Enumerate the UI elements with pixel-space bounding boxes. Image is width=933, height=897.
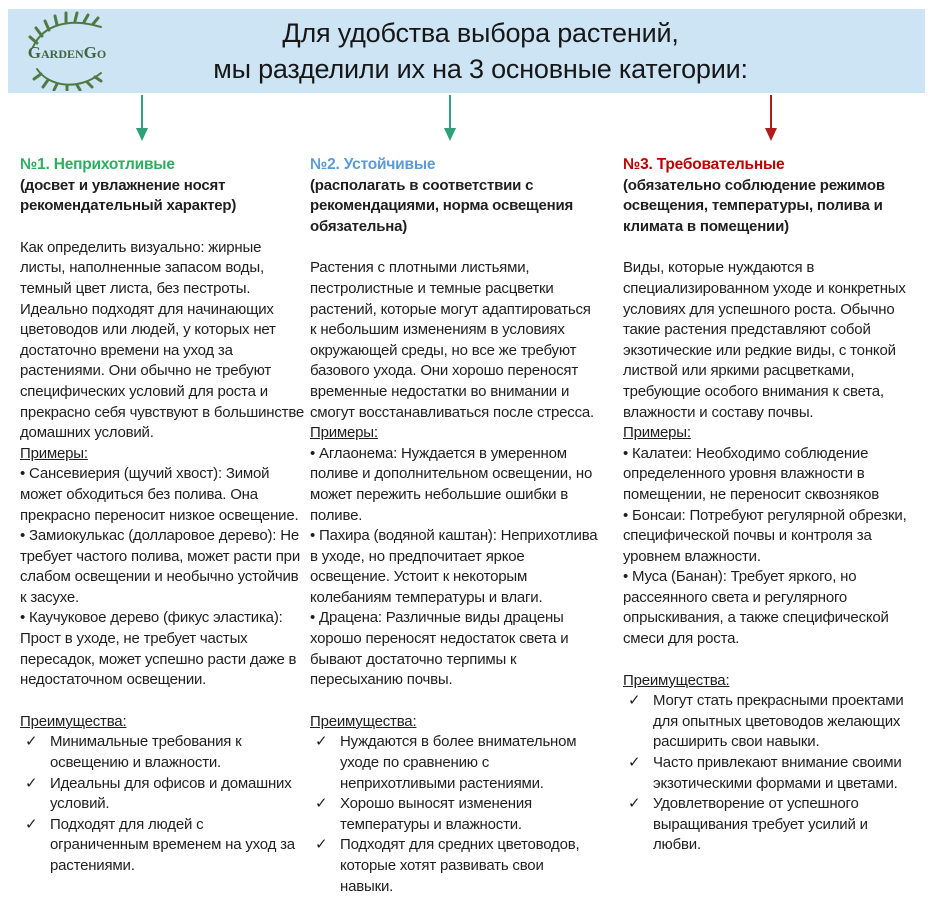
checkmark-icon	[310, 835, 340, 897]
category-1-advantages-label: Преимущества:	[20, 712, 127, 730]
example-item: • Каучуковое дерево (фикус эластика): Прост в уходе, не требует частых пересадок, может успешно расти даже в недостаточном освещении.	[20, 608, 305, 690]
checkmark-icon	[310, 732, 340, 794]
checkmark-icon	[20, 774, 50, 815]
example-item: • Муса (Банан): Требует яркого, но рассеянного света и регулярного опрыскивания, а также специфической смеси для роста.	[623, 567, 915, 649]
category-3-subtitle: (обязательно соблюдение режимов освещения, температуры, полива и климата в помещении)	[623, 176, 885, 235]
example-item: • Драцена: Различные виды драцены хорошо переносят недостаток света и бывают достаточно терпимы к пересыханию почвы.	[310, 608, 598, 690]
category-2-title: №2. Устойчивые	[310, 156, 436, 173]
advantage-item	[310, 794, 598, 835]
advantage-item	[623, 794, 915, 856]
advantage-item	[20, 815, 305, 877]
example-item: • Сансевиерия (щучий хвост): Зимой может обходиться без полива. Она прекрасно переносит низкое освещение.	[20, 464, 305, 526]
category-3-advantages	[623, 671, 915, 856]
advantage-item	[623, 691, 915, 753]
category-1-examples	[20, 464, 305, 691]
category-1-title: №1. Неприхотливые	[20, 156, 175, 173]
advantage-item	[310, 732, 598, 794]
checkmark-icon	[20, 815, 50, 877]
checkmark-icon	[310, 794, 340, 835]
advantage-text: Подходят для средних цветоводов, которые хотят развивать свои навыки.	[340, 836, 580, 895]
category-3-description: Виды, которые нуждаются в специализированном уходе и конкретных условиях для успешного роста. Обычно такие растения представляют собой экзотические или редкие виды, с тонкой листвой или яркими расцветками, требующие особого внимания к света, влажности и составу почвы.	[623, 259, 906, 421]
advantage-text: Часто привлекают внимание своими экзотическими формами и цветами.	[653, 754, 902, 792]
advantage-text: Хорошо выносят изменения температуры и влажности.	[340, 795, 532, 833]
example-item: • Калатеи: Необходимо соблюдение определенного уровня влажности в помещении, не переносит сквозняков	[623, 444, 915, 506]
advantage-item	[310, 835, 598, 897]
page-title	[126, 15, 925, 87]
category-1-subtitle: (досвет и увлажнение носят рекомендательный характер)	[20, 176, 237, 215]
advantage-item	[20, 774, 305, 815]
category-2-examples-label: Примеры:	[310, 424, 378, 442]
category-1-examples-label: Примеры:	[20, 444, 88, 462]
checkmark-icon	[20, 732, 50, 773]
category-2-subtitle: (располагать в соответствии с рекомендациями, норма освещения обязательна)	[310, 176, 574, 235]
example-item: • Аглаонема: Нуждается в умеренном поливе и дополнительном освещении, но может пережить небольшие ошибки в поливе.	[310, 444, 598, 526]
gardengo-logo	[8, 9, 126, 93]
laurel-wreath-icon	[17, 11, 117, 91]
page-title-line1: Для удобства выбора растений,	[282, 18, 679, 48]
category-2-advantages	[310, 712, 598, 897]
example-item: • Бонсаи: Потребуют регулярной обрезки, специфической почвы и контроля за уровнем влажности.	[623, 506, 915, 568]
checkmark-icon	[623, 753, 653, 794]
advantage-item	[20, 732, 305, 773]
example-item: • Замиокулькас (долларовое дерево): Не требует частого полива, может расти при слабом освещении и необычно устойчив к засухе.	[20, 526, 305, 608]
category-column-2	[310, 155, 598, 897]
advantage-text: Минимальные требования к освещению и влажности.	[50, 733, 242, 772]
category-1-advantages	[20, 712, 305, 877]
category-1-description: Как определить визуально: жирные листы, наполненные запасом воды, темный цвет листа, без пестроты. Идеально подходят для начинающих цветоводов или людей, у которых нет достаточно времени на уход за растениями. Они обычно не требуют специфических условий для роста и прекрасно себя чувствуют в большинстве домашних условий.	[20, 238, 305, 442]
down-arrow-icon	[443, 95, 457, 142]
advantage-text: Идеальны для офисов и домашних условий.	[50, 774, 292, 813]
category-3-advantages-label: Преимущества:	[623, 671, 730, 689]
category-column-3	[623, 155, 915, 897]
category-2-examples	[310, 444, 598, 691]
category-3-examples	[623, 444, 915, 650]
advantage-item	[623, 753, 915, 794]
advantage-text: Нуждаются в более внимательном уходе по сравнению с неприхотливыми растениями.	[340, 733, 577, 792]
advantage-text: Удовлетворение от успешного выращивания требует усилий и любви.	[653, 795, 868, 854]
advantage-text: Подходят для людей с ограниченным временем на уход за растениями.	[50, 815, 295, 874]
page-title-line2: мы разделили их на 3 основные категории:	[213, 54, 748, 84]
advantage-text: Могут стать прекрасными проектами для опытных цветоводов желающих расширить свои навыки.	[653, 692, 904, 751]
example-item: • Пахира (водяной каштан): Неприхотлива в уходе, но предпочитает яркое освещение. Устоит к некоторым колебаниям температуры и влаги.	[310, 526, 598, 608]
logo-text: GardenGo	[27, 43, 107, 62]
checkmark-icon	[623, 794, 653, 856]
category-3-examples-label: Примеры:	[623, 424, 691, 442]
category-columns	[0, 155, 933, 897]
down-arrow-icon	[135, 95, 149, 142]
header-band	[8, 9, 925, 93]
down-arrow-icon	[764, 95, 778, 142]
category-3-title: №3. Требовательные	[623, 156, 785, 173]
category-column-1	[20, 155, 305, 897]
category-2-advantages-label: Преимущества:	[310, 712, 417, 730]
category-2-description: Растения с плотными листьями, пестролистные и темные расцветки растений, которые могут адаптироваться к небольшим изменениям в условиях окружающей среды, но все же требуют базового ухода. Они хорошо переносят временные недостатки во внимании и смогут восстанавливаться после стресса.	[310, 259, 595, 421]
checkmark-icon	[623, 691, 653, 753]
